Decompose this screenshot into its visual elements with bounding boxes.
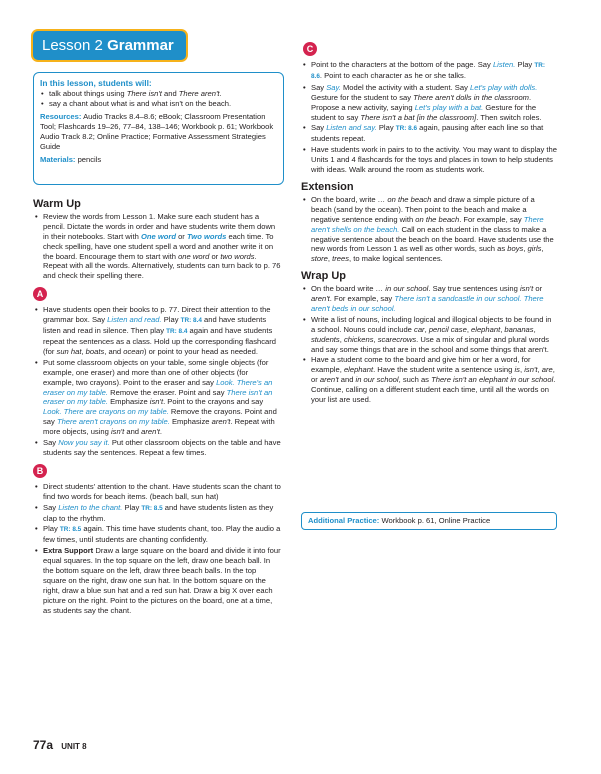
- objectives-box: [33, 72, 284, 185]
- section-b-item: • Say Listen to the chant. Play TR: 8.5 and have students listen as they clap to the rhythm.: [43, 503, 281, 524]
- additional-practice-box: [301, 512, 557, 530]
- section-a-item: • Say Now you say it. Put other classroom objects on the table and have students say the sentences. Repeat a few times.: [43, 438, 281, 458]
- section-b-item: • Play TR: 8.5 again. This time have students chant, too. Play the audio a few times, until students are chanting confidently.: [43, 524, 281, 545]
- section-a-item: • Have students open their books to p. 77. Direct their attention to the grammar box. Say Listen and read. Play TR: 8.4 and have students listen and read in silence. Then play TR: 8.4 again and have students repeat the sentences as a class. Hold up the corresponding flashcard (for sun hat, boats, and ocean) or point to your head as needed.: [43, 305, 281, 357]
- page-footer: [33, 738, 87, 752]
- objective-item: • talk about things using There isn't and There aren't.: [49, 89, 277, 99]
- section-c-item: • Have students work in pairs to to the activity. You may want to display the Units 1 and 4 flashcards for the toys and places in town to help students with ideas. Walk around the room as students work.: [311, 145, 557, 175]
- objectives-list: [40, 89, 277, 109]
- lesson-tab: [33, 31, 186, 60]
- left-column: [33, 200, 281, 617]
- lesson-number: Lesson 2: [42, 37, 103, 54]
- section-a-list: [33, 305, 281, 458]
- materials: Materials: pencils: [40, 155, 102, 164]
- section-a-badge: A: [33, 287, 47, 301]
- additional-practice-label: Additional Practice:: [308, 516, 380, 525]
- extension-item: • On the board, write … on the beach and draw a simple picture of a beach (sand by the ocean). Then point to the beach and make a negative sentence ending with on the beach. For example, say There aren't shells on the beach. Call on each student in the class to make a negative sentence about the beach on the board. Have students use the new words from Lesson 1 as well as other words, such as boys, girls, store, trees, to make logical sentences.: [311, 195, 557, 264]
- wrapup-heading: Wrap Up: [301, 270, 347, 283]
- wrapup-item: • On the board write … in our school. Say true sentences using isn't or aren't. For example, say There isn't a sandcastle in our school. There aren't beds in our school.: [311, 284, 557, 314]
- wrapup-list: [301, 284, 557, 405]
- unit-label: UNIT 8: [61, 742, 87, 751]
- objectives-heading: In this lesson, students will:: [40, 78, 152, 88]
- section-b-list: [33, 482, 281, 616]
- resources: Resources: Audio Tracks 8.4–8.6; eBook; Classroom Presentation Tool; Flashcards 19–26, 77–84, 138–146; Workbook p. 61; Workbook Audio Track 8.2; Online Practice; Formative Assessment Strategies Guide: [40, 112, 274, 151]
- section-b-item: • Extra Support Draw a large square on the board and divide it into four equal squares. In the top square on the left, draw one beach ball. In the bottom square on the left, draw three beach balls. In the top square on the right, draw one sun hat. In the bottom square on the right, draw a blue sun hat and a red sun hat. Draw a big X over each picture on the right. Point to the pictures on the board, one at a time, as students say the chant.: [43, 546, 281, 615]
- page-number: 77a: [33, 738, 54, 752]
- section-c-item: • Point to the characters at the bottom of the page. Say Listen. Play TR: 8.6. Point to each character as he or she talks.: [311, 60, 557, 82]
- section-b-item: • Direct students' attention to the chant. Have students scan the chant to find two words for beach items. (beach ball, sun hat): [43, 482, 281, 502]
- warmup-item: • Review the words from Lesson 1. Make sure each student has a pencil. Dictate the words in order and have students write them down in their notebooks. Start with One word or Two words each time. To check spelling, have one student spell a word and another write it on the board. Encourage them to start with one word or two words. Repeat with all the words. Alternatively, students can turn back to p. 76 and check their spelling there.: [43, 212, 281, 281]
- objective-item: • say a chant about what is and what isn't on the beach.: [49, 99, 277, 109]
- section-c-badge: C: [303, 42, 317, 56]
- wrapup-item: • Write a list of nouns, including logical and illogical objects to be found in a school. Nouns could include car, pencil case, elephant, bananas, students, chickens, scarecrows. Use a mix of singular and plural words and say some things that are in the school and some things that aren't.: [311, 315, 557, 355]
- section-c-item: • Say Listen and say. Play TR: 8.6 again, pausing after each line so that students repeat.: [311, 123, 557, 144]
- warmup-list: [33, 212, 281, 281]
- warmup-heading: Warm Up: [33, 198, 81, 210]
- right-column: [301, 42, 557, 406]
- section-b-badge: B: [33, 464, 47, 478]
- section-a-item: • Put some classroom objects on your table, some single objects (for example, one eraser) and more than one of other objects (for example, two crayons). Point to the eraser and say Look. There's an eraser on my table. Remove the eraser. Point and say There isn't an eraser on my table. Emphasize isn't. Point to the crayons and say Look. There are crayons on my table. Remove the crayons. Point and say There aren't crayons on my table. Emphasize aren't. Repeat with more objects, using isn't and aren't.: [43, 358, 281, 437]
- section-c-list: [301, 60, 557, 175]
- section-c-item: • Say Say. Model the activity with a student. Say Let's play with dolls. Gesture for the student to say There aren't dolls in the classroom. Propose a new activity, saying Let's play with a bat. Gesture for the student to say There isn't a bat [in the classroom]. Then switch roles.: [311, 83, 557, 123]
- wrapup-item: • Have a student come to the board and give him or her a word, for example, elephant. Have the student write a sentence using is, isn't, are, or aren't and in our school, such as There isn't an elephant in our school. Continue, calling on a different student each time, until all the words on your list are used.: [311, 355, 557, 405]
- extension-list: [301, 195, 557, 264]
- additional-practice-text: Workbook p. 61, Online Practice: [381, 516, 491, 525]
- extension-heading: Extension: [301, 180, 354, 193]
- lesson-title: Grammar: [107, 37, 174, 54]
